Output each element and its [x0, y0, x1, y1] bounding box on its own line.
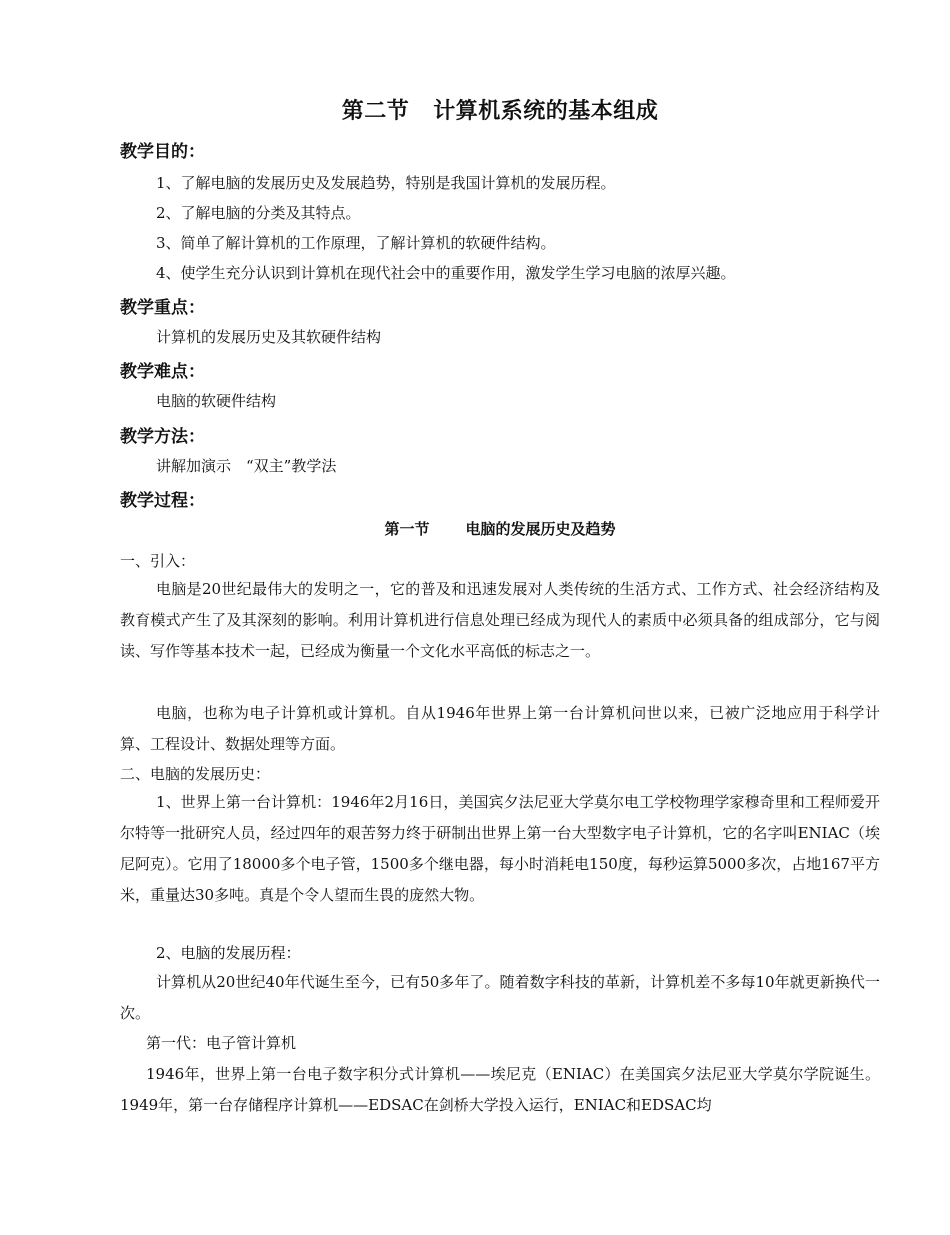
- generation-1-title: 第一代：电子管计算机: [146, 1034, 297, 1052]
- generation-1-text: 1946年，世界上第一台电子数字积分式计算机——埃尼克（ENIAC）在美国宾夕法尼亚大学莫尔学院诞生。1949年，第一台存储程序计算机——EDSAC在剑桥大学投入运行，ENIAC和EDSAC均: [120, 1065, 880, 1114]
- history-subheading-2: 2、电脑的发展历程：: [156, 944, 301, 962]
- history-paragraph-1: 1、世界上第一台计算机：1946年2月16日，美国宾夕法尼亚大学莫尔电工学校物理学家穆奇里和工程师爱开尔特等一批研究人员，经过四年的艰苦努力终于研制出世界上第一台大型数字电子计算机，它的名字叫ENIAC（埃尼阿克）。它用了18000多个电子管，1500多个继电器，每小时消耗电150度，每秒运算5000多次，占地167平方米，重量达30多吨。真是个令人望而生畏的庞然大物。: [120, 793, 880, 904]
- intro-paragraph-1: 电脑是20世纪最伟大的发明之一，它的普及和迅速发展对人类传统的生活方式、工作方式、社会经济结构及教育模式产生了及其深刻的影响。利用计算机进行信息处理已经成为现代人的素质中必须具备的组成部分，它与阅读、写作等基本技术一起，已经成为衡量一个文化水平高低的标志之一。: [120, 580, 880, 660]
- section-title: 电脑的发展历史及趋势: [465, 520, 616, 538]
- page-title: [120, 94, 880, 125]
- history-heading: 二、电脑的发展历史：: [120, 765, 271, 783]
- intro-heading: 一、引入：: [120, 552, 196, 570]
- objectives-heading: 教学目的：: [120, 142, 205, 162]
- objective-item-3: 3、简单了解计算机的工作原理，了解计算机的软硬件结构。: [156, 234, 556, 252]
- methods-text: 讲解加演示 “双主”教学法: [156, 457, 337, 475]
- objective-item-4: 4、使学生充分认识到计算机在现代社会中的重要作用，激发学生学习电脑的浓厚兴趣。: [156, 264, 736, 282]
- objective-item-1: 1、了解电脑的发展历史及发展趋势，特别是我国计算机的发展历程。: [156, 174, 616, 192]
- key-points-text: 计算机的发展历史及其软硬件结构: [156, 328, 382, 346]
- history-paragraph-2: 计算机从20世纪40年代诞生至今，已有50多年了。随着数字科技的革新，计算机差不多每10年就更新换代一次。: [120, 973, 880, 1022]
- methods-heading: 教学方法：: [120, 427, 205, 447]
- section-number: 第一节: [384, 520, 430, 538]
- intro-paragraph-2: 电脑，也称为电子计算机或计算机。自从1946年世界上第一台计算机问世以来，已被广泛地应用于科学计算、工程设计、数据处理等方面。: [120, 704, 880, 753]
- difficulties-text: 电脑的软硬件结构: [156, 392, 277, 410]
- key-points-heading: 教学重点：: [120, 298, 205, 318]
- process-heading: 教学过程：: [120, 491, 205, 511]
- objective-item-2: 2、了解电脑的分类及其特点。: [156, 204, 361, 222]
- section-heading: [120, 518, 880, 539]
- difficulties-heading: 教学难点：: [120, 362, 205, 382]
- title-text: 计算机系统的基本组成: [433, 99, 659, 124]
- title-section-number: 第二节: [341, 99, 410, 124]
